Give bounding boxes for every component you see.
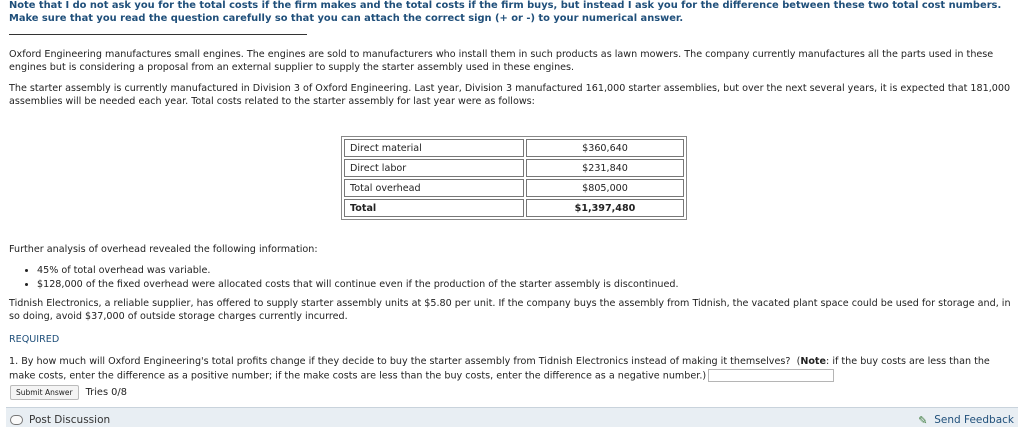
cost-value: $805,000 [526, 179, 684, 197]
send-feedback-label: Send Feedback [934, 414, 1014, 426]
submit-row [10, 385, 127, 400]
question-1: 1. By how much will Oxford Engineering's total profits change if they decide to buy the starter assembly from Tidnish Electronics instead of making it themselves? (Note: if the buy costs are less than the make costs, enter the difference as a positive number; if the make costs are less than the buy costs, enter the difference as a negative number.) [9, 356, 990, 381]
post-discussion-link[interactable] [10, 414, 110, 426]
pencil-icon: ✎ [918, 413, 928, 427]
list-item: • 45% of total overhead was variable. [37, 264, 679, 278]
required-heading: REQUIRED [9, 334, 60, 345]
question-note-label: Note [800, 356, 827, 367]
question-note-text: : if the buy costs are less than the make costs, enter the difference as a positive number; if the make costs are less than the buy costs, enter the difference as a negative number.) [9, 356, 990, 381]
tidnish-paragraph: Tidnish Electronics, a reliable supplier, has offered to supply starter assembly units at $5.80 per unit. If the company buys the assembly from Tidnish, the vacated plant space could be used for storage and, in so doing, avoid $37,000 of outside storage charges currently incurred. [9, 298, 1011, 322]
answer-input[interactable] [708, 369, 834, 382]
cost-label: Direct material [344, 139, 524, 157]
instruction-note-line-1: Note that I do not ask you for the total costs if the firm makes and the total costs if the firm buys, but instead I ask you for the difference between these two total cost numbers. [9, 0, 1002, 11]
cost-value: $1,397,480 [526, 199, 684, 217]
cost-label: Total [344, 199, 524, 217]
cost-label: Direct labor [344, 159, 524, 177]
cost-label: Total overhead [344, 179, 524, 197]
send-feedback-link[interactable] [918, 414, 1014, 426]
cost-value: $231,840 [526, 159, 684, 177]
further-analysis-heading: Further analysis of overhead revealed the following information: [9, 244, 318, 255]
question-text: 1. By how much will Oxford Engineering's total profits change if they decide to buy the starter assembly from Tidnish Electronics instead of making it themselves? [9, 356, 791, 367]
instruction-note [9, 0, 1019, 25]
divider [9, 34, 307, 35]
overhead-bullet-list [9, 264, 679, 291]
instruction-note-line-2: Make sure that you read the question carefully so that you can attach the correct sign (+ or -) to your numerical answer. [9, 12, 684, 24]
submit-answer-button[interactable]: Submit Answer [10, 385, 79, 400]
intro-paragraph-1: Oxford Engineering manufactures small engines. The engines are sold to manufacturers who install them in such products as lawn mowers. The company currently manufactures all the parts used in these engines but is considering a proposal from an external supplier to supply the starter assembly used in these engines. [9, 49, 994, 73]
cost-table [341, 136, 687, 220]
cost-value: $360,640 [526, 139, 684, 157]
post-discussion-label: Post Discussion [29, 414, 111, 426]
list-item: • $128,000 of the fixed overhead were allocated costs that will continue even if the production of the starter assembly is discontinued. [37, 278, 679, 292]
table-row [344, 139, 684, 157]
intro-paragraph-2: The starter assembly is currently manufactured in Division 3 of Oxford Engineering. Last year, Division 3 manufactured 161,000 starter assemblies, but over the next several years, it is expected that 181,000 assemblies will be needed each year. Total costs related to the starter assembly for last year were as follows: [9, 83, 1011, 107]
table-row-total [344, 199, 684, 217]
table-row [344, 159, 684, 177]
footer-bar [6, 407, 1018, 427]
table-row [344, 179, 684, 197]
tries-counter: Tries 0/8 [85, 387, 127, 398]
